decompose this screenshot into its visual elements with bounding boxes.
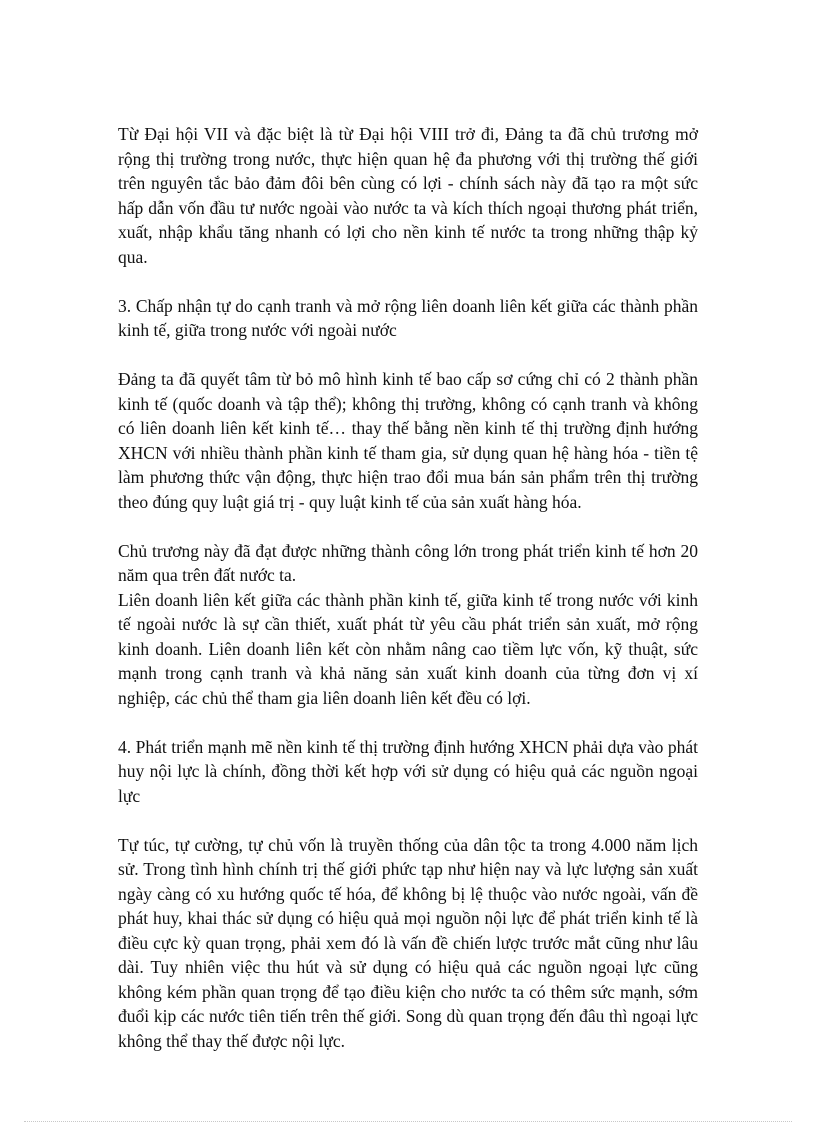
paragraph-internal-resources: Tự túc, tự cường, tự chủ vốn là truyền thống của dân tộc ta trong 4.000 năm lịch sử. Trong tình hình chính trị thế giới phức tạp như hiện nay và lực lượng sản xuất ngày càng có xu hướng quốc tế hóa, để không bị lệ thuộc vào nước ngoài, vấn đề phát huy, khai thác sử dụng có hiệu quả mọi nguồn nội lực để phát triển kinh tế là điều cực kỳ quan trọng, phải xem đó là vấn đề chiến lược trước mắt cũng như lâu dài. Tuy nhiên việc thu hút và sử dụng có hiệu quả các nguồn ngoại lực cũng không kém phần quan trọng để tạo điều kiện cho nước ta có thêm sức mạnh, sớm đuổi kịp các nước tiên tiến trên thế giới. Song dù quan trọng đến đâu thì ngoại lực không thể thay thế được nội lực.: [118, 834, 698, 1051]
page-bottom-divider: [24, 1121, 792, 1122]
paragraph-joint-ventures: Liên doanh liên kết giữa các thành phần kinh tế, giữa kinh tế trong nước với kinh tế ngoài nước là sự cần thiết, xuất phát từ yêu cầu phát triển sản xuất, mở rộng kinh doanh. Liên doanh liên kết còn nhằm nâng cao tiềm lực vốn, kỹ thuật, sức mạnh trong cạnh tranh và khả năng sản xuất kinh doanh của từng đơn vị xí nghiệp, các chủ thể tham gia liên doanh liên kết đều có lợi.: [118, 589, 698, 708]
paragraph-party-congress-policy: Từ Đại hội VII và đặc biệt là từ Đại hội VIII trở đi, Đảng ta đã chủ trương mở rộng thị trường trong nước, thực hiện quan hệ đa phương với thị trường thế giới trên nguyên tắc bảo đảm đôi bên cùng có lợi - chính sách này đã tạo ra một sức hấp dẫn vốn đầu tư nước ngoài vào nước ta và kích thích ngoại thương phát triển, xuất, nhập khẩu tăng nhanh có lợi cho nền kinh tế nước ta trong những thập kỷ qua.: [118, 124, 698, 267]
paragraph-policy-success: Chủ trương này đã đạt được những thành công lớn trong phát triển kinh tế hơn 20 năm qua trên đất nước ta.: [118, 540, 698, 585]
document-body: [118, 122, 698, 1078]
paragraph-market-economy-transition: Đảng ta đã quyết tâm từ bỏ mô hình kinh tế bao cấp sơ cứng chỉ có 2 thành phần kinh tế (quốc doanh và tập thể); không thị trường, không có cạnh tranh và không có liên doanh liên kết kinh tế… thay thế bằng nền kinh tế thị trường định hướng XHCN với nhiều thành phần kinh tế tham gia, sử dụng quan hệ hàng hóa - tiền tệ làm phương thức vận động, thực hiện trao đổi mua bán sản phẩm trên thị trường theo đúng quy luật giá trị - quy luật kinh tế của sản xuất hàng hóa.: [118, 369, 698, 512]
heading-section-4: 4. Phát triển mạnh mẽ nền kinh tế thị trường định hướng XHCN phải dựa vào phát huy nội lực là chính, đồng thời kết hợp với sử dụng có hiệu quả các nguồn ngoại lực: [118, 736, 698, 806]
heading-section-3: 3. Chấp nhận tự do cạnh tranh và mở rộng liên doanh liên kết giữa các thành phần kinh tế, giữa trong nước với ngoài nước: [118, 295, 698, 340]
